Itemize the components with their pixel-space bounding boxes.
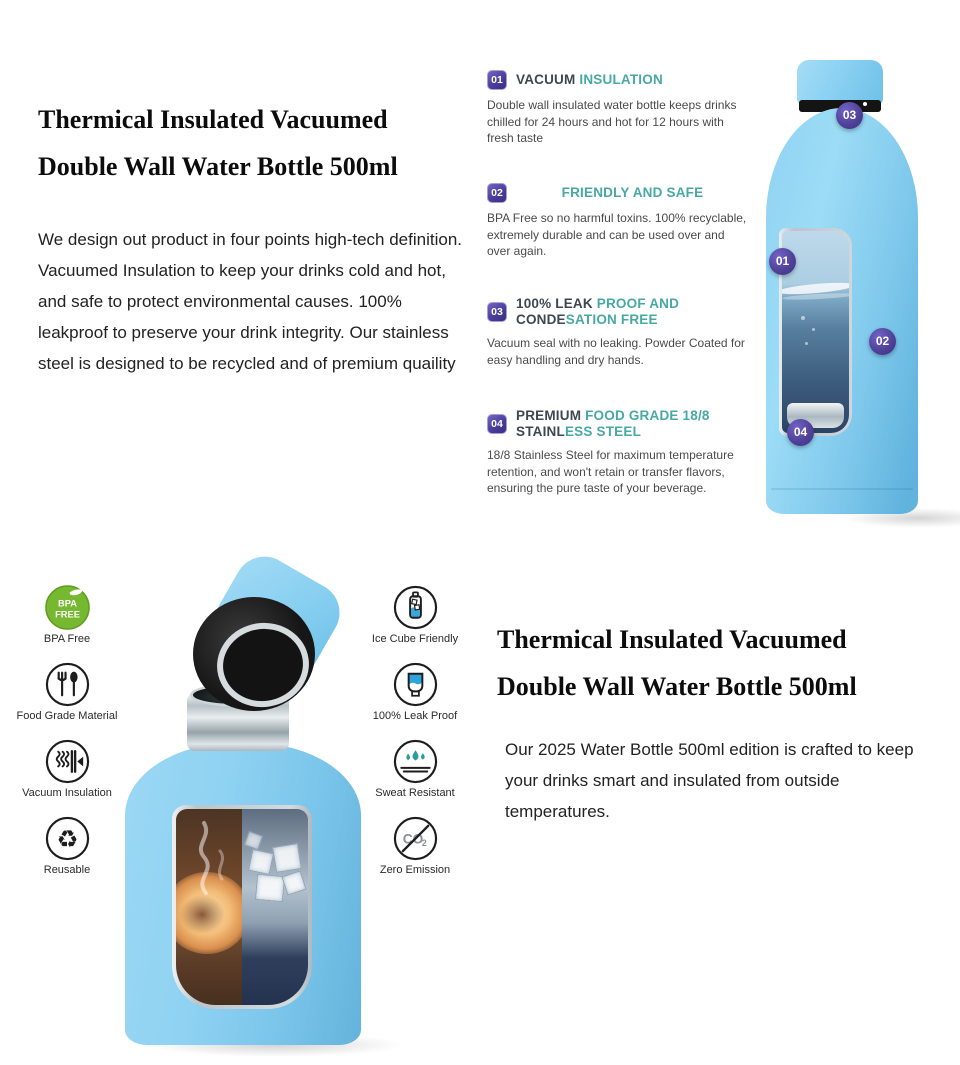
steam-wisps bbox=[176, 809, 242, 899]
vacuum-insulation-icon bbox=[44, 738, 91, 785]
feature-leak-proof bbox=[487, 296, 749, 368]
ice-cube-friendly-icon bbox=[392, 584, 439, 631]
bottle-open-cutaway-photo bbox=[125, 557, 365, 1053]
svg-text:FREE: FREE bbox=[54, 609, 80, 620]
feature-friendly-and-safe bbox=[487, 183, 749, 260]
zero-emission-co2-icon bbox=[392, 815, 439, 862]
product-title bbox=[38, 96, 470, 190]
benefit-reusable bbox=[12, 815, 122, 892]
benefit-leak-proof bbox=[360, 661, 470, 738]
feature-description: Vacuum seal with no leaking. Powder Coated for easy handling and dry hands. bbox=[487, 336, 745, 367]
cold-drink-half bbox=[242, 809, 308, 1005]
icon-label: Vacuum Insulation bbox=[22, 787, 112, 799]
svg-text:♻: ♻ bbox=[56, 826, 78, 854]
feature-description: 18/8 Stainless Steel for maximum temperature retention, and won't retain or transfer flavors, ensuring the pure taste of your beverage. bbox=[487, 448, 734, 495]
food-grade-material-icon bbox=[44, 661, 91, 708]
benefit-zero-emission bbox=[360, 815, 470, 892]
bottle-cap bbox=[797, 60, 883, 104]
bottle-cutaway-window bbox=[172, 805, 312, 1009]
feature-title: FRIENDLY AND SAFE bbox=[561, 185, 704, 200]
product-title-line1: Thermical Insulated Vacuumed bbox=[497, 625, 847, 654]
sweat-resistant-icon bbox=[392, 738, 439, 785]
callout-badge-01: 01 bbox=[769, 248, 796, 275]
intro-section bbox=[38, 96, 470, 379]
icon-label: BPA Free bbox=[43, 633, 91, 645]
svg-text:CO: CO bbox=[402, 831, 423, 847]
outro-paragraph: Our 2025 Water Bottle 500ml edition is crafted to keep your drinks smart and insulated from outside temperatures. bbox=[505, 740, 914, 821]
product-title-line2: Double Wall Water Bottle 500ml bbox=[38, 152, 398, 181]
feature-number-badge: 04 bbox=[487, 414, 507, 434]
outro-section bbox=[497, 616, 921, 827]
benefit-vacuum-insulation bbox=[12, 738, 122, 815]
feature-title: VACUUM INSULATION bbox=[516, 72, 663, 87]
callout-badge-04: 04 bbox=[787, 419, 814, 446]
feature-stainless-steel bbox=[487, 408, 749, 497]
callout-badge-02: 02 bbox=[869, 328, 896, 355]
callout-badge-03: 03 bbox=[836, 102, 863, 129]
benefit-bpa-free bbox=[12, 584, 122, 661]
feature-description: Double wall insulated water bottle keeps drinks chilled for 24 hours and hot for 12 hours with fresh taste bbox=[487, 98, 737, 145]
feature-number-badge: 03 bbox=[487, 302, 507, 322]
benefit-sweat-resistant bbox=[360, 738, 470, 815]
intro-paragraph: We design out product in four points high-tech definition. Vacuumed Insulation to keep your drinks cold and hot, and safe to protect environmental causes. 100% leakproof to preserve your drink integrity. Our stainless steel is designed to be recycled and of premium quaility bbox=[38, 230, 463, 373]
benefit-icons-left bbox=[12, 584, 122, 892]
product-title-line2: Double Wall Water Bottle 500ml bbox=[497, 672, 857, 701]
feature-title: 100% LEAK PROOF AND CONDESATION FREE bbox=[516, 296, 680, 327]
reusable-recycle-icon bbox=[44, 815, 91, 862]
icon-label: Ice Cube Friendly bbox=[371, 633, 459, 645]
benefit-icons-right bbox=[360, 584, 470, 892]
svg-text:BPA: BPA bbox=[57, 598, 77, 609]
svg-text:2: 2 bbox=[421, 837, 427, 848]
feature-number-badge: 01 bbox=[487, 70, 507, 90]
feature-description: BPA Free so no harmful toxins. 100% recyclable, extremely durable and can be used over and over again. bbox=[487, 211, 747, 258]
icon-label: Reusable bbox=[43, 864, 91, 876]
icon-label: Sweat Resistant bbox=[375, 787, 455, 799]
bottle-photo-annotated bbox=[763, 58, 959, 520]
product-title bbox=[497, 616, 921, 710]
benefit-ice-cube-friendly bbox=[360, 584, 470, 661]
hot-drink-half bbox=[176, 809, 242, 1005]
feature-title: PREMIUM FOOD GRADE 18/8 STAINLESS STEEL bbox=[516, 408, 710, 439]
bpa-free-icon bbox=[44, 584, 91, 631]
icon-label: 100% Leak Proof bbox=[372, 710, 458, 722]
icon-label: Food Grade Material bbox=[16, 710, 118, 722]
feature-number-badge: 02 bbox=[487, 183, 507, 203]
feature-vacuum-insulation bbox=[487, 70, 749, 147]
product-title-line1: Thermical Insulated Vacuumed bbox=[38, 105, 388, 134]
leak-proof-icon bbox=[392, 661, 439, 708]
benefit-food-grade bbox=[12, 661, 122, 738]
icon-label: Zero Emission bbox=[379, 864, 451, 876]
